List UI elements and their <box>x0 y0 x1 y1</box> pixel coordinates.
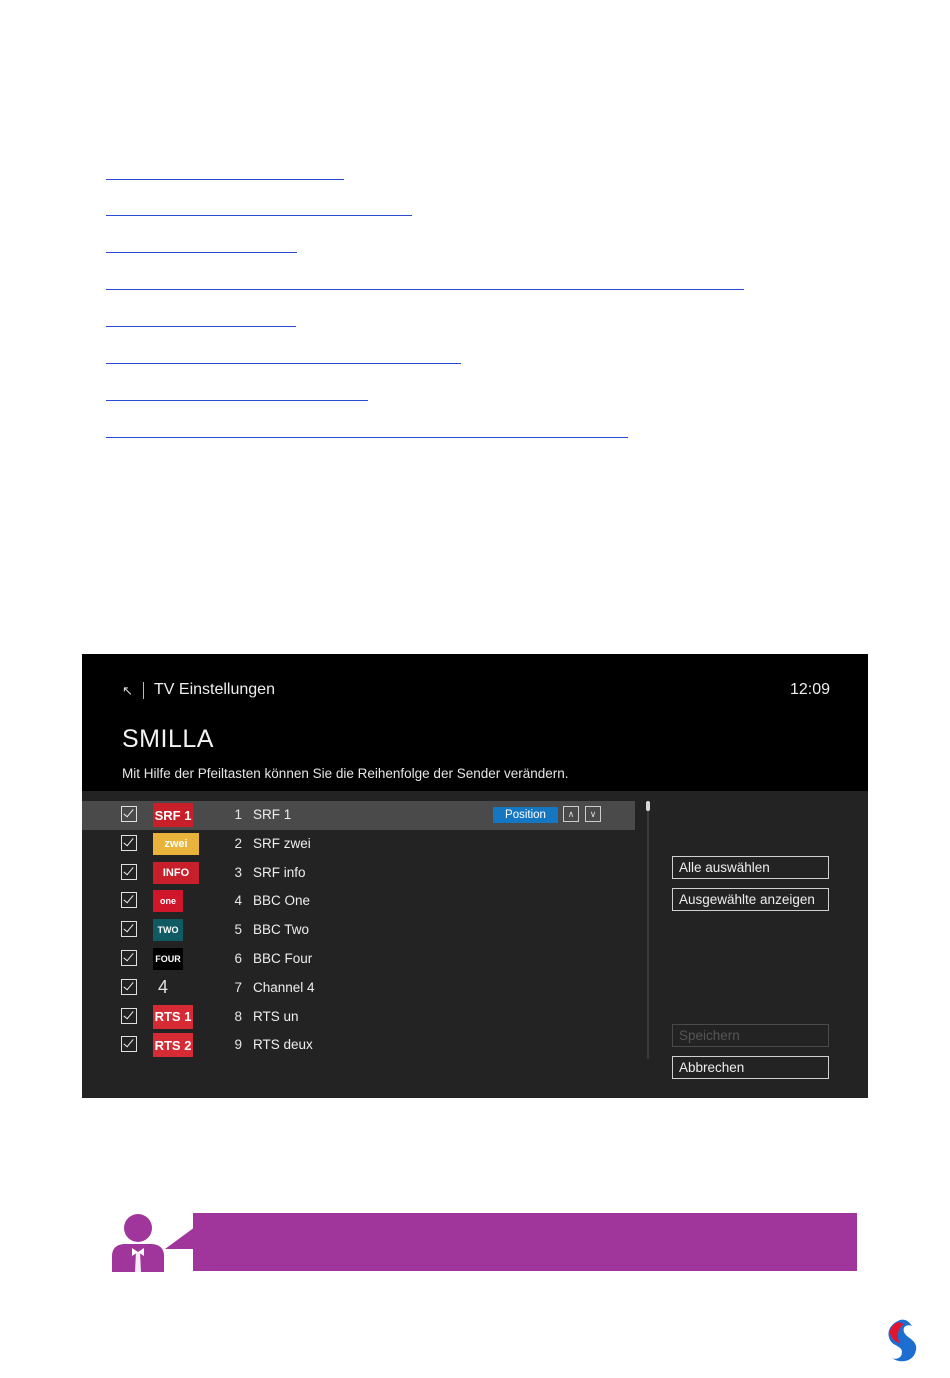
speech-bubble-tail <box>165 1227 195 1249</box>
tv-header <box>82 654 868 791</box>
channel-checkbox[interactable] <box>121 864 137 880</box>
scrollbar-thumb[interactable] <box>646 801 650 811</box>
channel-checkbox[interactable] <box>121 921 137 937</box>
channel-checkbox[interactable] <box>121 1008 137 1024</box>
channel-number: 4 <box>234 893 242 909</box>
channel-number: 9 <box>234 1037 242 1053</box>
channel-logo-icon: TWO <box>153 919 183 941</box>
channel-number: 7 <box>234 979 242 995</box>
channel-number: 6 <box>234 950 242 966</box>
channel-row[interactable] <box>82 916 635 945</box>
show-selected-button[interactable]: Ausgewählte anzeigen <box>672 888 829 911</box>
position-button[interactable]: Position <box>493 807 558 823</box>
channel-checkbox[interactable] <box>121 950 137 966</box>
breadcrumb[interactable]: TV Einstellungen <box>154 681 275 698</box>
channel-name: RTS un <box>253 1008 299 1024</box>
channel-name: BBC Four <box>253 950 313 966</box>
tv-screen <box>82 654 868 1098</box>
channel-checkbox[interactable] <box>121 892 137 908</box>
channel-logo-icon: FOUR <box>153 948 183 970</box>
channel-logo-icon: zwei <box>153 833 199 855</box>
channel-logo-icon: one <box>153 890 183 912</box>
chevron-up-icon[interactable]: ∧ <box>563 806 579 822</box>
channel-list <box>82 801 635 1060</box>
channel-row[interactable] <box>82 830 635 859</box>
toc-link-5[interactable] <box>106 326 296 327</box>
channel-number: 8 <box>234 1008 242 1024</box>
channel-number: 1 <box>234 807 242 822</box>
channel-number: 2 <box>234 835 242 851</box>
channel-name: RTS deux <box>253 1037 313 1053</box>
channel-checkbox[interactable] <box>121 979 137 995</box>
toc-link-3[interactable] <box>106 252 297 253</box>
channel-checkbox[interactable] <box>121 835 137 851</box>
channel-name: BBC One <box>253 893 311 909</box>
chevron-down-icon[interactable]: ∨ <box>585 806 601 822</box>
cancel-button[interactable]: Abbrechen <box>672 1056 829 1079</box>
channel-checkbox[interactable] <box>121 1036 137 1052</box>
toc-link-1[interactable] <box>106 179 344 180</box>
save-button[interactable]: Speichern <box>672 1024 829 1047</box>
instruction-text: Mit Hilfe der Pfeiltasten können Sie die Reihenfolge der Sender verändern. <box>122 766 569 781</box>
presenter-icon <box>110 1212 166 1272</box>
channel-number: 5 <box>234 922 242 938</box>
channel-checkbox[interactable] <box>121 806 137 822</box>
channel-row[interactable] <box>82 1003 635 1032</box>
channel-name: BBC Two <box>253 922 310 938</box>
channel-row[interactable] <box>82 859 635 888</box>
channel-row[interactable] <box>82 801 635 830</box>
channel-logo-icon: INFO <box>153 862 199 884</box>
channel-name: SRF 1 <box>253 807 292 822</box>
toc-link-4[interactable] <box>106 289 744 290</box>
channel-number: 3 <box>234 864 242 880</box>
toc-link-8[interactable] <box>106 437 628 438</box>
toc-link-2[interactable] <box>106 215 412 216</box>
channel-name: SRF info <box>253 864 306 880</box>
channel-name: SRF zwei <box>253 835 311 851</box>
back-arrow-icon[interactable]: ↖ <box>122 683 133 698</box>
tv-body <box>82 791 868 1098</box>
speech-bubble <box>193 1213 857 1271</box>
page-title: SMILLA <box>122 725 214 753</box>
select-all-button[interactable]: Alle auswählen <box>672 856 829 879</box>
channel-row[interactable] <box>82 1031 635 1060</box>
breadcrumb-divider <box>143 682 144 699</box>
swisscom-logo-icon <box>880 1318 920 1364</box>
channel-logo-icon: 4 <box>157 977 168 998</box>
toc-link-6[interactable] <box>106 363 461 364</box>
clock: 12:09 <box>789 681 830 698</box>
channel-name: Channel 4 <box>253 979 315 995</box>
toc-link-7[interactable] <box>106 400 368 401</box>
channel-logo-icon: SRF 1 <box>153 803 193 827</box>
channel-row[interactable] <box>82 974 635 1003</box>
channel-row[interactable] <box>82 887 635 916</box>
scrollbar-track[interactable] <box>647 801 649 1059</box>
channel-row[interactable] <box>82 945 635 974</box>
channel-logo-icon: RTS 2 <box>153 1033 193 1057</box>
channel-logo-icon: RTS 1 <box>153 1005 193 1029</box>
